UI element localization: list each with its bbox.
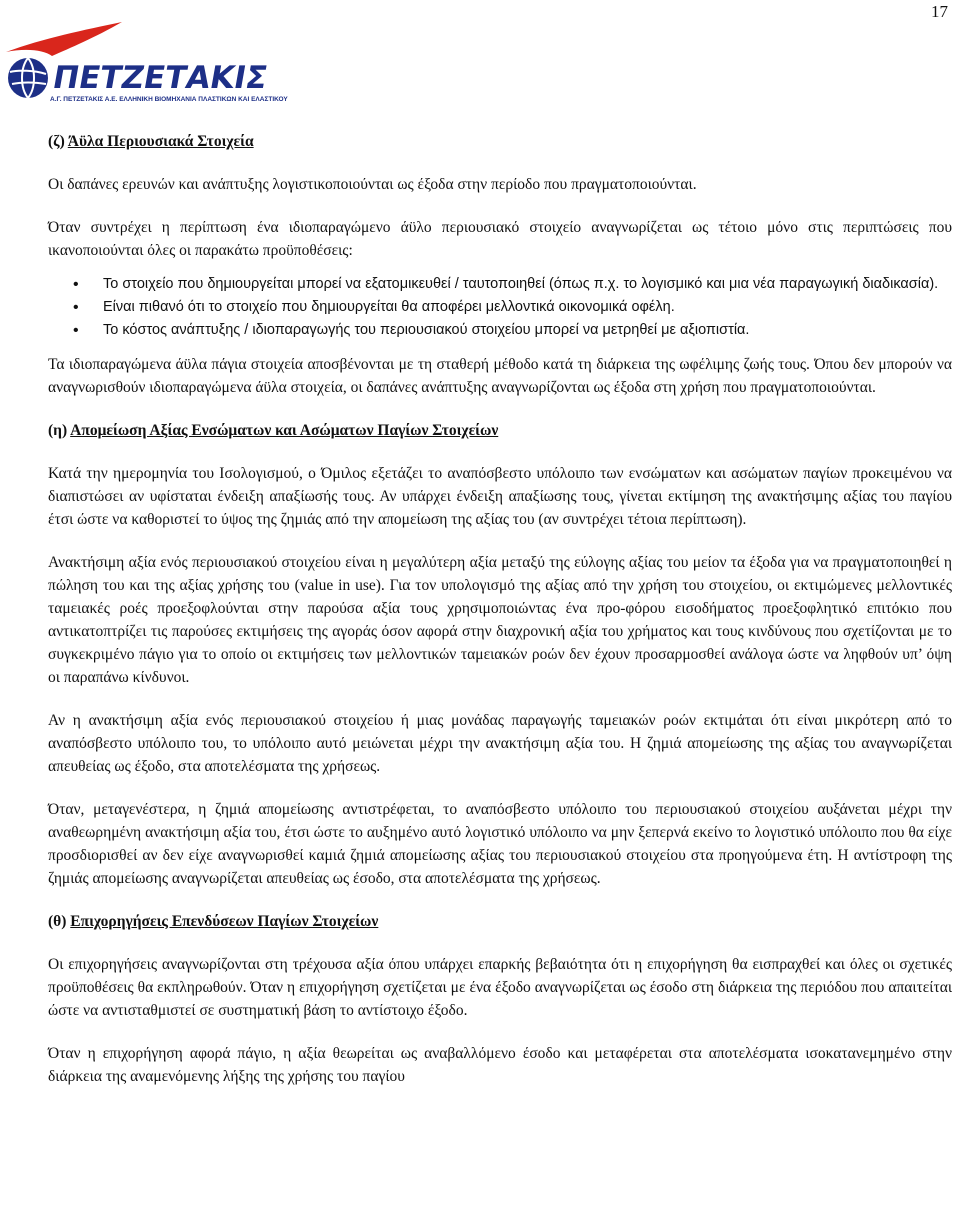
paragraph: Ανακτήσιμη αξία ενός περιουσιακού στοιχείου είναι η μεγαλύτερη αξία μεταξύ της εύλογης αξίας του μείον τα έξοδα για να πραγματοποιηθεί η πώληση του και της αξίας χρήσης του (value in use). Για τον υπολογισμό της αξίας από την χρήση του στοιχείου, οι εκτιμώμενες μελλοντικές ταμειακές ροές προεξοφλούνται στην παρούσα αξία τους χρησιμοποιώντας ένα προ-φόρου εισοδήματος προεξοφλητικό επιτόκιο που αντικατοπτρίζει τις παρούσες εκτιμήσεις της αγοράς όσον αφορά στην διαχρονική αξία του χρήματος και τους κινδύνους που σχετίζονται με το συγκεκριμένο πάγιο για το οποίο οι εκτιμήσεις των μελλοντικών ταμειακών ροών δεν έχουν προσαρμοσθεί ανάλογα ώστε να ληφθούν υπ’ όψη οι παραπάνω κίνδυνοι. — [48, 554, 952, 686]
paragraph: Όταν, μεταγενέστερα, η ζημιά απομείωσης αντιστρέφεται, το αναπόσβεστο υπόλοιπο του περιουσιακού στοιχείου αυξάνεται μέχρι την αναθεωρημένη ανακτήσιμη αξία του, έτσι ώστε το αυξημένο αυτό λογιστικό υπόλοιπο να μην ξεπερνά εκείνο το λογιστικό υπόλοιπο που θα είχε προσδιορισθεί αν δεν είχε αναγνωρισθεί καμιά ζημιά απομείωσης αξίας του περιουσιακού στοιχείου στα προηγούμενα έτη. Η αντίστροφη της ζημιάς απομείωσης αναγνωρίζεται απευθείας ως έσοδο, στα αποτελέσματα της χρήσεως. — [48, 801, 952, 887]
paragraph: Όταν η επιχορήγηση αφορά πάγιο, η αξία θεωρείται ως αναβαλλόμενο έσοδο και μεταφέρεται στα αποτελέσματα ισοκατανεμημένο στην διάρκεια της αναμενόμενης λήξης της χρήσης του παγίου — [48, 1045, 952, 1085]
paragraph: Οι επιχορηγήσεις αναγνωρίζονται στη τρέχουσα αξία όπου υπάρχει επαρκής βεβαιότητα ότι η επιχορήγηση θα εισπραχθεί και όλες οι σχετικές προϋποθέσεις θα εκπληρωθούν. Όταν η επιχορήγηση σχετίζεται με ένα έξοδο αναγνωρίζεται ως έσοδο στη διάρκεια της περιόδου που απαιτείται ώστε να αντισταθμιστεί σε συστηματική βάση το αντίστοιχο έξοδο. — [48, 956, 952, 1019]
paragraph: Όταν συντρέχει η περίπτωση ένα ιδιοπαραγώμενο άϋλο περιουσιακό στοιχείο αναγνωρίζεται ως τέτοιο μόνο στις περιπτώσεις που ικανοποιούνται όλες οι παρακάτω προϋποθέσεις: — [48, 219, 952, 259]
section-prefix: (η) — [48, 422, 68, 439]
paragraph: Τα ιδιοπαραγώμενα άϋλα πάγια στοιχεία αποσβένονται με τη σταθερή μέθοδο κατά τη διάρκεια της ωφέλιμης ζωής τους. Όπου δεν μπορούν να αναγνωρισθούν ιδιοπαραγώμενα άϋλα στοιχεία, οι δαπάνες ανάπτυξης αναγνωρίζονται ως έξοδα στη χρήση που πραγματοποιούνται. — [48, 356, 952, 396]
list-item: • Το στοιχείο που δημιουργείται μπορεί να εξατομικευθεί / ταυτοποιηθεί (όπως π.χ. το λογισμικό και μια νέα παραγωγική διαδικασία). — [103, 273, 952, 296]
list-item: • Το κόστος ανάπτυξης / ιδιοπαραγωγής του περιουσιακού στοιχείου μπορεί να μετρηθεί με αξιοπιστία. — [103, 319, 952, 342]
section-heading-h — [48, 419, 952, 442]
section-prefix: (ζ) — [48, 133, 65, 150]
page-number: 17 — [931, 2, 948, 21]
list-item: • Είναι πιθανό ότι το στοιχείο που δημιουργείται θα αποφέρει μελλοντικά οικονομικά οφέλη. — [103, 296, 952, 319]
conditions-list — [48, 273, 952, 342]
section-heading-z — [48, 130, 952, 153]
paragraph: Αν η ανακτήσιμη αξία ενός περιουσιακού στοιχείου ή μιας μονάδας παραγωγής ταμειακών ροών εκτιμάται ότι είναι μικρότερη από το αναπόσβεστο υπόλοιπο του, το υπόλοιπο αυτό μειώνεται μέχρι την ανακτήσιμη αξία του. Η ζημιά απομείωσης της αξίας του αναγνωρίζεται απευθείας ως έξοδο, στα αποτελέσματα της χρήσεως. — [48, 712, 952, 775]
section-title: Απομείωση Αξίας Ενσώματων και Ασώματων Παγίων Στοιχείων — [70, 422, 499, 439]
section-prefix: (θ) — [48, 913, 67, 930]
section-heading-th — [48, 910, 952, 933]
company-logo — [4, 20, 288, 108]
paragraph: Κατά την ημερομηνία του Ισολογισμού, ο Όμιλος εξετάζει το αναπόσβεστο υπόλοιπο των ενσώματων και ασώματων παγίων προκειμένου να διαπιστώσει αν υφίσταται ένδειξη απαξίωσής τους. Αν υπάρχει ένδειξη απαξίωσης τους, γίνεται εκτίμηση της ανακτήσιμης αξίας του παγίου έτσι ώστε να καθοριστεί το ύψος της ζημιάς από την απομείωση της αξίας του (αν συντρέχει τέτοια περίπτωση). — [48, 465, 952, 528]
paragraph: Οι δαπάνες ερευνών και ανάπτυξης λογιστικοποιούνται ως έξοδα στην περίοδο που πραγματοποιούνται. — [48, 176, 697, 193]
section-title: Επιχορηγήσεις Επενδύσεων Παγίων Στοιχείων — [70, 913, 379, 930]
section-title: Άϋλα Περιουσιακά Στοιχεία — [67, 133, 254, 150]
brand-name: ΠΕΤΖΕΤΑΚΙΣ — [50, 60, 271, 96]
document-body — [48, 130, 952, 1108]
brand-subtitle: Α.Γ. ΠΕΤΖΕΤΑΚΙΣ Α.Ε. ΕΛΛΗΝΙΚΗ ΒΙΟΜΗΧΑΝΙΑ ΠΛΑΣΤΙΚΩΝ ΚΑΙ ΕΛΑΣΤΙΚΟΥ — [50, 96, 288, 103]
